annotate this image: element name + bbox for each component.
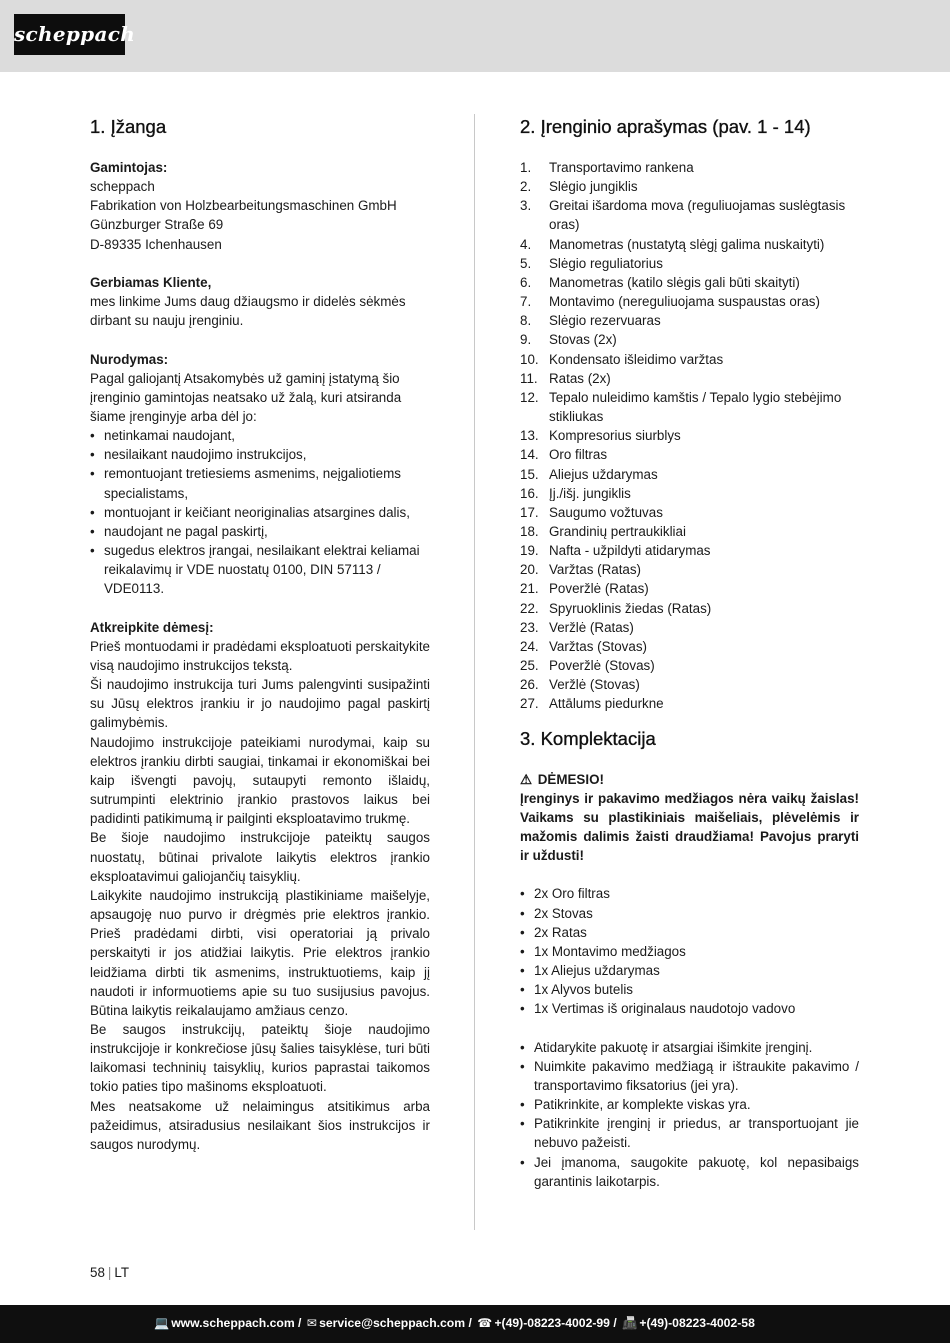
page-header [0, 0, 950, 72]
list-item: • 2x Stovas [520, 905, 593, 921]
device-part-item: 23. Veržlė (Ratas) [520, 619, 634, 635]
device-part-item: 9. Stovas (2x) [520, 332, 617, 348]
manufacturer-label: Gamintojas: [90, 160, 168, 175]
section-title-device: 2. Įrenginio aprašymas (pav. 1 - 14) [520, 116, 811, 137]
manufacturer-line: scheppach [90, 179, 155, 195]
column-divider [474, 114, 475, 1230]
list-item: • Patikrinkite, ar komplekte viskas yra. [520, 1097, 751, 1113]
device-part-item: 17. Saugumo vožtuvas [520, 504, 663, 520]
device-part-item: 3. Greitai išardoma mova (reguliuojamas suslėgtasis oras) [520, 198, 846, 233]
device-part-item: 18. Grandinių pertraukikliai [520, 523, 686, 539]
device-part-item: 16. Įj./išj. jungiklis [520, 485, 631, 501]
footer-phone: +(49)-08223-4002-99 / [494, 1316, 617, 1330]
list-item: • 2x Oro filtras [520, 886, 610, 902]
kit-list [520, 884, 859, 1018]
list-item: • netinkamai naudojant, [90, 428, 236, 444]
attention-label: Atkreipkite dėmesį: [90, 619, 214, 635]
attention-paragraph: Be šioje naudojimo instrukcijoje pateiktų saugos nuostatų, būtinai privalote laikytis elektros įrankio eksploatavimui galiojančių taisyklių. [90, 830, 430, 884]
device-part-item: 6. Manometras (katilo slėgis gali būti skaityti) [520, 274, 800, 290]
page-number-value: 58 [90, 1265, 105, 1280]
footer-email: service@scheppach.com / [319, 1316, 472, 1330]
list-item: • Atidarykite pakuotę ir atsargiai išimkite įrenginį. [520, 1039, 813, 1055]
list-item: • Patikrinkite įrenginį ir priedus, ar transportuojant jie nebuvo pažeisti. [520, 1116, 859, 1151]
list-item: • 1x Vertimas iš originalaus naudotojo vadovo [520, 1001, 796, 1017]
device-part-item: 1. Transportavimo rankena [520, 160, 694, 175]
computer-icon: 💻 [154, 1316, 170, 1330]
list-item: • Nuimkite pakavimo medžiagą ir ištraukite pakavimo / transportavimo fiksatorius (jei yra). [520, 1058, 859, 1093]
list-item: • 1x Montavimo medžiagos [520, 943, 686, 959]
manufacturer-line: D-89335 Ichenhausen [90, 236, 222, 252]
unpacking-steps-list [520, 1038, 859, 1191]
footer-fax: +(49)-08223-4002-58 [639, 1316, 755, 1330]
right-column [520, 114, 859, 1191]
list-item: • 1x Aliejus uždarymas [520, 963, 660, 979]
device-part-item: 7. Montavimo (nereguliuojama suspaustas oras) [520, 294, 820, 310]
warning-heading [520, 770, 859, 789]
page-language: LT [114, 1265, 130, 1280]
attention-paragraph: Be saugos instrukcijų, pateiktų šioje naudojimo instrukcijoje ir konkrečiose jūsų šalies taisyklėse, turi būti laikomasi techninių taisyklių, kurios paprastai taikomos tokio paties tipo mašinoms eksploatuoti. [90, 1021, 430, 1095]
note-text: Pagal galiojantį Atsakomybės už gaminį įstatymą šio įrenginio gamintojas neatsako už žalą, kuri atsiranda šiame įrenginyje arba dėl jo: [90, 370, 402, 424]
list-item: • Jei įmanoma, saugokite pakuotę, kol nepasibaigs garantinis laikotarpis. [520, 1154, 859, 1189]
note-label: Nurodymas: [90, 351, 169, 367]
list-item: • 2x Ratas [520, 924, 587, 940]
list-item: • naudojant ne pagal paskirtį, [90, 523, 268, 539]
greeting-text: mes linkime Jums daug džiaugsmo ir didelės sėkmės dirbant su nauju įrenginiu. [90, 294, 406, 329]
device-part-item: 22. Spyruoklinis žiedas (Ratas) [520, 600, 712, 616]
list-item: • nesilaikant naudojimo instrukcijos, [90, 447, 307, 463]
device-part-item: 8. Slėgio rezervuaras [520, 313, 661, 329]
list-item: • sugedus elektros įrangai, nesilaikant elektrai keliamai reikalavimų ir VDE nuostatų 0100, DIN 57113 / VDE0113. [90, 543, 420, 597]
device-part-item: 27. Attālums piedurkne [520, 696, 664, 712]
warning-text: Įrenginys ir pakavimo medžiagos nėra vaikų žaislas! Vaikams su plastikiniais maišeliais, plėvelėmis ir mažomis dalimis žaisti draudžiama! Pavojus praryti ir uždusti! [520, 790, 859, 864]
device-parts-list [520, 158, 859, 714]
device-part-item: 24. Varžtas (Stovas) [520, 638, 647, 654]
attention-paragraph: Prieš montuodami ir pradėdami eksploatuoti perskaitykite visą naudojimo instrukcijos tekstą. [90, 638, 430, 674]
scheppach-logo: scheppach [14, 14, 125, 55]
warning-triangle-icon: ⚠ [520, 771, 533, 787]
device-part-item: 20. Varžtas (Ratas) [520, 562, 642, 578]
device-part-item: 19. Nafta - užpildyti atidarymas [520, 543, 711, 559]
manufacturer-line: Fabrikation von Holzbearbeitungsmaschinen GmbH [90, 198, 397, 214]
attention-paragraph: Naudojimo instrukcijoje pateikiami nurodymai, kaip su elektros įrankiu dirbti saugiai, tinkamai ir ekonomiškai bei kaip išvengti pavojų, sutaupyti remonto išlaidų, sutrumpinti elektrinio įrankio prastovos laikus bei padidinti patikimumą ir pailginti eksploatavimo trukmę. [90, 734, 430, 827]
device-part-item: 4. Manometras (nustatytą slėgį galima nuskaityti) [520, 236, 825, 252]
phone-icon: ☎ [477, 1316, 493, 1330]
section-title-intro: 1. Įžanga [90, 116, 167, 137]
list-item: • remontuojant tretiesiems asmenims, neįgaliotiems specialistams, [90, 466, 401, 501]
attention-paragraph: Laikykite naudojimo instrukciją plastikiniame maišelyje, apsaugoję nuo purvo ir drėgmės prie elektros įrankio. Prieš pradėdami dirbti, visi operatoriai ją privalo perskaityti ir jos atidžiai laikytis. Prie elektros įrankio leidžiama dirbti tik asmenims, instruktuotiems, kaip jį naudoti ir informuotiems apie su tuo susijusius pavojus. Būtina laikytis reikalaujamo amžiaus cenzo. [90, 887, 430, 1018]
section-title-kit: 3. Komplektacija [520, 727, 656, 749]
attention-paragraph: Ši naudojimo instrukcija turi Jums palengvinti susipažinti su Jūsų elektros įrankiu ir jo naudojimo pagal paskirtį galimybėmis. [90, 677, 430, 731]
attention-paragraph: Mes neatsakome už nelaimingus atsitikimus arba pažeidimus, atsiradusius nesilaikant šios instrukcijos ir saugos nurodymų. [90, 1098, 430, 1152]
device-part-item: 11. Ratas (2x) [520, 370, 611, 386]
device-part-item: 25. Poveržlė (Stovas) [520, 658, 655, 674]
list-item: • montuojant ir keičiant neoriginalias atsargines dalis, [90, 504, 410, 520]
warning-label: DĖMESIO! [537, 771, 604, 787]
device-part-item: 14. Oro filtras [520, 447, 608, 463]
page-number: 58 | LT [90, 1265, 130, 1280]
device-part-item: 15. Aliejus uždarymas [520, 466, 658, 482]
email-icon: ✉ [306, 1316, 318, 1330]
device-part-item: 12. Tepalo nuleidimo kamštis / Tepalo lygio stebėjimo stikliukas [520, 389, 842, 425]
device-part-item: 13. Kompresorius siurblys [520, 428, 681, 444]
greeting-label: Gerbiamas Kliente, [90, 274, 212, 290]
list-item: • 1x Alyvos butelis [520, 982, 633, 998]
footer-web: www.scheppach.com / [171, 1316, 302, 1330]
device-part-item: 26. Veržlė (Stovas) [520, 677, 640, 693]
device-part-item: 5. Slėgio reguliatorius [520, 255, 663, 271]
fax-icon: 📠 [622, 1316, 638, 1330]
page-footer [0, 1305, 950, 1343]
device-part-item: 2. Slėgio jungiklis [520, 179, 638, 195]
manufacturer-line: Günzburger Straße 69 [90, 217, 224, 233]
device-part-item: 21. Poveržlė (Ratas) [520, 581, 649, 597]
left-column [90, 114, 430, 1154]
device-part-item: 10. Kondensato išleidimo varžtas [520, 351, 724, 367]
note-list [90, 426, 430, 598]
